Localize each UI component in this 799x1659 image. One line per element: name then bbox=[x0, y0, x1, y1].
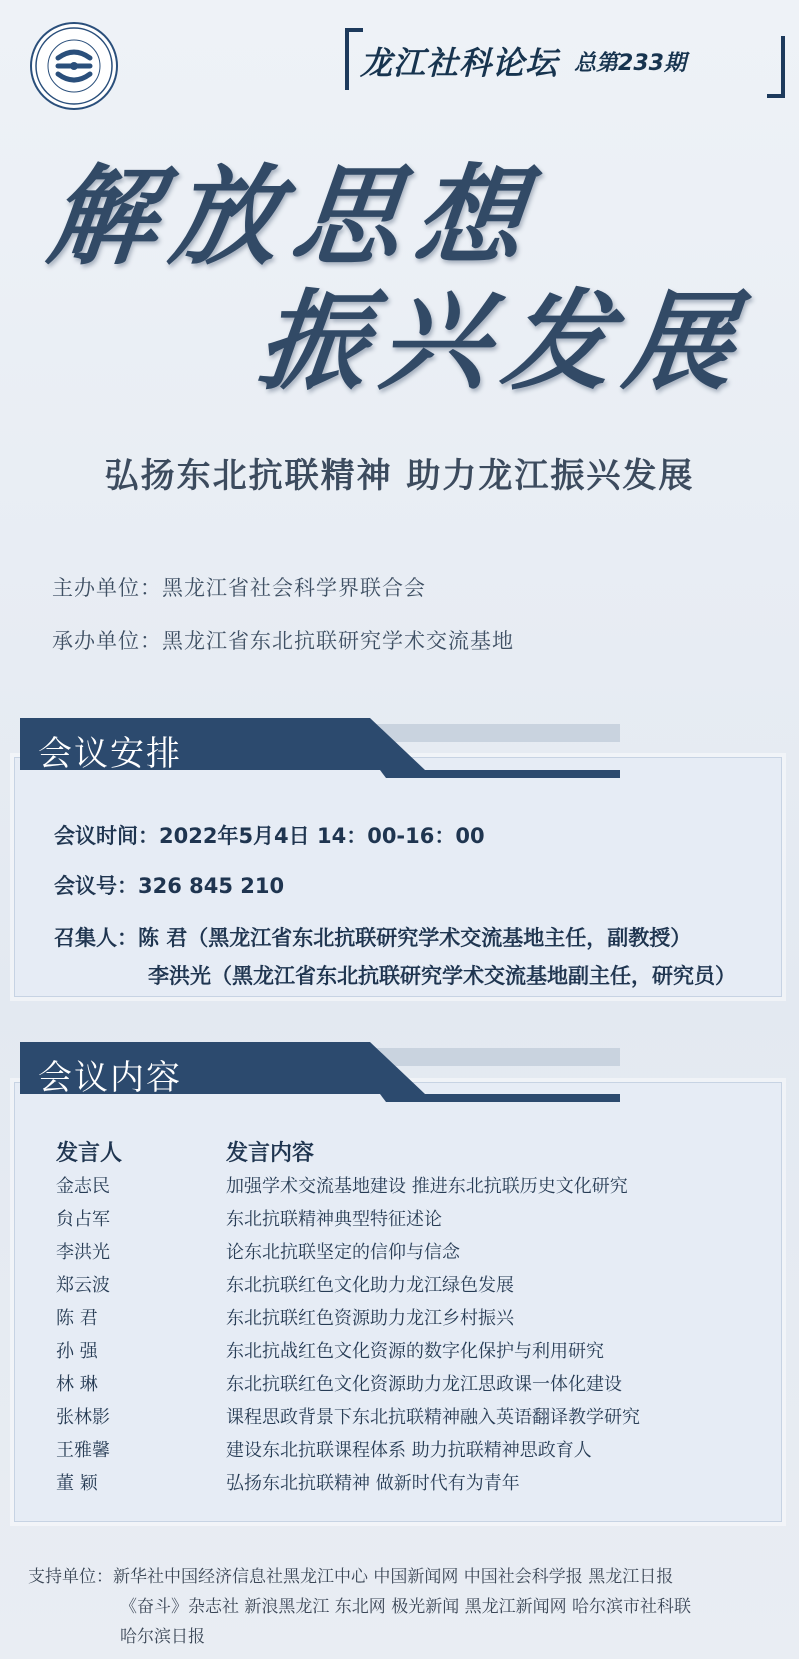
supporters-line-2: 《奋斗》杂志社 新浪黑龙江 东北网 极光新闻 黑龙江新闻网 哈尔滨市社科联 bbox=[120, 1597, 692, 1617]
subtitle: 弘扬东北抗联精神 助力龙江振兴发展 bbox=[104, 456, 695, 496]
topic-column-header: 发言内容 bbox=[226, 1141, 315, 1166]
speech-topic: 论东北抗联坚定的信仰与信念 bbox=[226, 1242, 460, 1263]
forum-name: 龙江社科论坛 bbox=[360, 44, 559, 82]
speaker-name: 陈 君 bbox=[56, 1308, 98, 1329]
table-row bbox=[56, 1469, 776, 1503]
table-row bbox=[56, 1205, 776, 1239]
title-line-1: 解放思想 bbox=[42, 154, 544, 280]
supporters-line-3: 哈尔滨日报 bbox=[120, 1627, 205, 1647]
content-header bbox=[20, 1040, 640, 1110]
speech-topic: 东北抗联红色文化助力龙江绿色发展 bbox=[226, 1275, 514, 1296]
speaker-name: 金志民 bbox=[56, 1176, 110, 1197]
speaker-name: 张林影 bbox=[56, 1407, 110, 1428]
table-row bbox=[56, 1271, 776, 1305]
table-row bbox=[56, 1238, 776, 1272]
table-row bbox=[56, 1337, 776, 1371]
forum-tag bbox=[360, 36, 770, 86]
speaker-name: 贠占军 bbox=[56, 1209, 110, 1230]
speech-topic: 建设东北抗联课程体系 助力抗联精神思政育人 bbox=[226, 1440, 592, 1461]
meeting-id: 会议号：326 845 210 bbox=[54, 874, 285, 898]
table-row bbox=[56, 1370, 776, 1404]
speech-topic: 东北抗联精神典型特征述论 bbox=[226, 1209, 442, 1230]
logo-emblem-icon bbox=[32, 24, 116, 108]
table-row bbox=[56, 1403, 776, 1437]
speech-topic: 东北抗战红色文化资源的数字化保护与利用研究 bbox=[226, 1341, 604, 1362]
arrangement-heading: 会议安排 bbox=[38, 734, 182, 774]
table-row bbox=[56, 1304, 776, 1338]
speaker-name: 孙 强 bbox=[56, 1341, 98, 1362]
speaker-name: 王雅馨 bbox=[56, 1440, 110, 1461]
table-row bbox=[56, 1172, 776, 1206]
supporters-line-1: 支持单位：新华社中国经济信息社黑龙江中心 中国新闻网 中国社会科学报 黑龙江日报 bbox=[28, 1567, 674, 1587]
convener-2: 李洪光（黑龙江省东北抗联研究学术交流基地副主任，研究员） bbox=[148, 964, 736, 988]
logo bbox=[30, 22, 118, 110]
speech-topic: 东北抗联红色资源助力龙江乡村振兴 bbox=[226, 1308, 514, 1329]
content-heading: 会议内容 bbox=[38, 1058, 182, 1098]
speaker-name: 林 琳 bbox=[56, 1374, 98, 1395]
arrangement-header bbox=[20, 716, 640, 786]
table-row bbox=[56, 1436, 776, 1470]
speech-topic: 课程思政背景下东北抗联精神融入英语翻译教学研究 bbox=[226, 1407, 640, 1428]
issue-number: 总第233期 bbox=[574, 50, 686, 76]
speaker-column-header: 发言人 bbox=[56, 1141, 123, 1166]
speech-topic: 东北抗联红色文化资源助力龙江思政课一体化建设 bbox=[226, 1374, 622, 1395]
speaker-name: 郑云波 bbox=[56, 1275, 110, 1296]
speaker-name: 董 颖 bbox=[56, 1473, 98, 1494]
speaker-name: 李洪光 bbox=[56, 1242, 110, 1263]
undertaking-organizer: 承办单位：黑龙江省东北抗联研究学术交流基地 bbox=[52, 629, 514, 653]
title-line-2: 振兴发展 bbox=[252, 279, 754, 405]
host-organizer: 主办单位：黑龙江省社会科学界联合会 bbox=[52, 576, 426, 600]
speech-topic: 弘扬东北抗联精神 做新时代有为青年 bbox=[226, 1473, 520, 1494]
convener-1: 召集人：陈 君（黑龙江省东北抗联研究学术交流基地主任，副教授） bbox=[54, 926, 692, 950]
speech-topic: 加强学术交流基地建设 推进东北抗联历史文化研究 bbox=[226, 1176, 628, 1197]
meeting-time: 会议时间：2022年5月4日 14：00-16：00 bbox=[54, 824, 485, 848]
